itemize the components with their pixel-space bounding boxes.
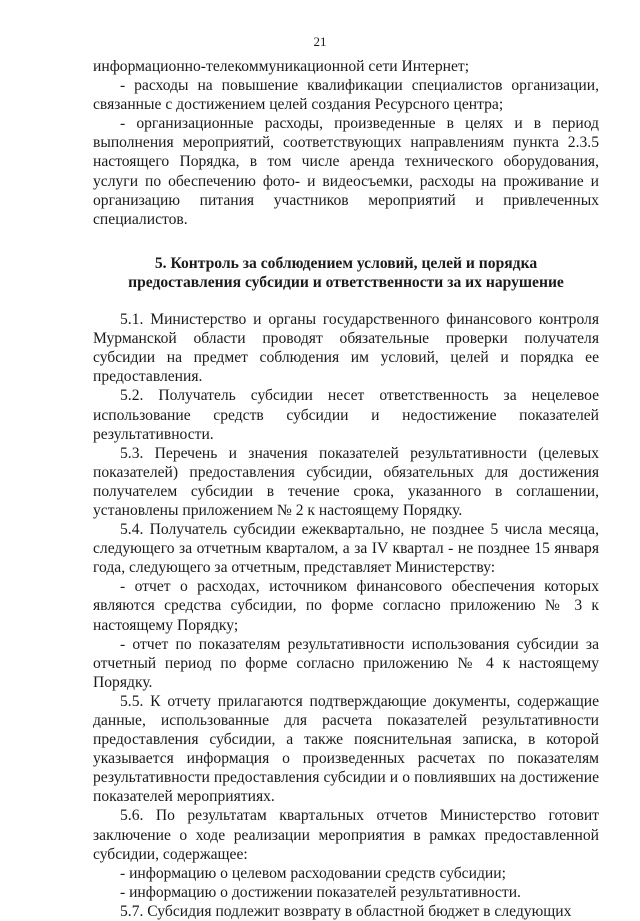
paragraph-intro-1: информационно-телекоммуникационной сети Интернет; — [93, 58, 470, 75]
page-number: 21 — [313, 34, 327, 49]
paragraph-5-7: 5.7. Субсидия подлежит возврату в областной бюджет в следующих — [120, 902, 572, 920]
paragraph-5-4-item-1: - отчет о расходах, источником финансового обеспечения которых являются средства субсидии, по форме согласно приложению № 3 к настоящему Порядку; — [93, 578, 599, 634]
paragraph-5-1: 5.1. Министерство и органы государственного финансового контроля Мурманской области проводят обязательные проверки получателя субсидии на предмет соблюдения им условий, целей и порядка ее предоставления. — [93, 311, 599, 386]
section-heading-line-1: 5. Контроль за соблюдением условий, целей и порядка — [154, 254, 538, 272]
section-heading — [93, 254, 599, 292]
paragraph-5-5: 5.5. К отчету прилагаются подтверждающие документы, содержащие данные, использованные для расчета показателей результативности предоставления субсидии, а также пояснительная записка, в которой указывается информация о произведенных расчетах по показателям результативности предоставления субсидии и о повлиявших на достижение показателей мероприятиях. — [93, 692, 599, 806]
paragraph-5-6-item-1: - информацию о целевом расходовании средств субсидии; — [120, 864, 506, 882]
paragraph-5-4: 5.4. Получатель субсидии ежеквартально, не позднее 5 числа месяца, следующего за отчетным кварталом, а за IV квартал - не позднее 15 января года, следующего за отчетным, представляет Министерству: — [93, 521, 599, 577]
paragraph-5-4-item-2: - отчет по показателям результативности использования субсидии за отчетный период по форме согласно приложению № 4 к настоящему Порядку. — [93, 635, 599, 691]
paragraph-5-2: 5.2. Получатель субсидии несет ответственность за нецелевое использование средств субсидии и недостижение показателей результативности. — [93, 387, 599, 443]
paragraph-5-3: 5.3. Перечень и значения показателей результативности (целевых показателей) предоставления субсидии, обязательных для достижения получателем субсидии в течение срока, указанного в соглашении, установлены приложением № 2 к настоящему Порядку. — [93, 444, 599, 519]
section-heading-line-2: предоставления субсидии и ответственности за их нарушение — [128, 273, 564, 291]
paragraph-intro-2: - расходы на повышение квалификации специалистов организации, связанные с достижением целей создания Ресурсного центра; — [93, 77, 599, 114]
paragraph-5-6-item-2: - информацию о достижении показателей результативности. — [120, 883, 521, 901]
paragraph-5-6: 5.6. По результатам квартальных отчетов Министерство готовит заключение о ходе реализации мероприятия в рамках предоставленной субсидии, содержащее: — [93, 807, 599, 863]
document-body — [93, 57, 599, 921]
paragraph-intro-3: - организационные расходы, произведенные в целях и в период выполнения мероприятий, соответствующих направлениям пункта 2.3.5 настоящего Порядка, в том числе аренда технического оборудования, услуги по обеспечению фото- и видеосъемки, расходы на проживание и организацию питания участников мероприятий и привлеченных специалистов. — [93, 115, 599, 228]
